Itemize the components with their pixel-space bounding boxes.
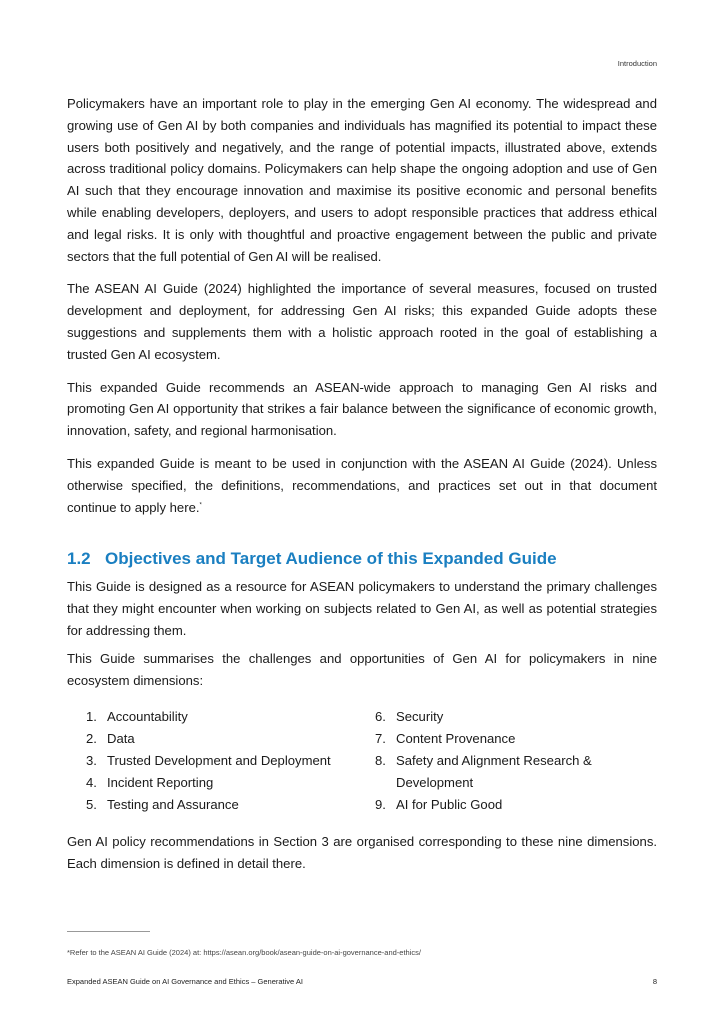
list-number: 5. [86, 796, 97, 812]
paragraph: Gen AI policy recommendations in Section 3 are organised corresponding to these nine dimensions. Each dimension is defined in detail there. [67, 834, 657, 872]
list-number: 8. [375, 752, 386, 768]
section-heading [67, 547, 657, 571]
paragraph: The ASEAN AI Guide (2024) highlighted the importance of several measures, focused on trusted development and deployment, for addressing Gen AI risks; this expanded Guide adopts these suggestions and supplements them with a holistic approach rooted in the goal of establishing a trusted Gen AI ecosystem. [67, 281, 657, 362]
list-label: Testing and Assurance [107, 796, 239, 812]
list-number: 2. [86, 731, 97, 747]
paragraph: This Guide summarises the challenges and opportunities of Gen AI for policymakers in nine ecosystem dimensions: [67, 650, 657, 688]
list-number: 4. [86, 774, 97, 790]
footnote: *Refer to the ASEAN AI Guide (2024) at: https://asean.org/book/asean-guide-on-ai-governance-and-ethics/ [67, 948, 421, 957]
paragraph [67, 453, 657, 518]
running-head: Introduction [617, 59, 657, 68]
list-item [86, 794, 375, 816]
list-number: 9. [375, 796, 386, 812]
list-number: 3. [86, 752, 97, 768]
dimensions-list-right [375, 706, 645, 815]
list-label: Data [107, 731, 135, 747]
list-item [375, 706, 645, 728]
page-number: 8 [652, 977, 657, 986]
list-item [375, 728, 645, 750]
paragraph-text: This expanded Guide is meant to be used in conjunction with the ASEAN AI Guide (2024). Unless otherwise specified, the definitions, recommendations, and practices set out in that document continue to apply here. [67, 455, 657, 515]
list-label: AI for Public Good [396, 796, 503, 812]
footnote-marker: * [199, 502, 202, 509]
list-item [375, 750, 645, 794]
section-title: Objectives and Target Audience of this Expanded Guide [105, 549, 557, 569]
list-label: Incident Reporting [107, 774, 214, 790]
list-item [86, 706, 375, 728]
list-label: Accountability [107, 709, 188, 725]
list-number: 6. [375, 709, 386, 725]
list-number: 1. [86, 709, 97, 725]
paragraph: This Guide is designed as a resource for ASEAN policymakers to understand the primary challenges that they might encounter when working on subjects related to Gen AI, as well as potential strategies for addressing them. [67, 579, 657, 638]
footnote-divider [67, 931, 150, 932]
list-label: Trusted Development and Deployment [107, 752, 331, 768]
list-item [86, 728, 375, 750]
list-label: Content Provenance [396, 731, 516, 747]
dimensions-list-left [67, 706, 375, 815]
list-item [86, 750, 375, 772]
list-number: 7. [375, 731, 386, 747]
footer-title: Expanded ASEAN Guide on AI Governance and Ethics – Generative AI [67, 977, 303, 986]
list-item [86, 772, 375, 794]
paragraph: This expanded Guide recommends an ASEAN-wide approach to managing Gen AI risks and promoting Gen AI opportunity that strikes a fair balance between the significance of economic growth, innovation, safety, and regional harmonisation. [67, 379, 657, 439]
list-label: Safety and Alignment Research & Development [396, 752, 592, 790]
main-content [67, 93, 657, 886]
section-number: 1.2 [67, 549, 91, 569]
paragraph: Policymakers have an important role to play in the emerging Gen AI economy. The widespread and growing use of Gen AI by both companies and individuals has magnified its potential to impact these users both positively and negatively, and the range of potential impacts, illustrated above, extends across traditional policy domains. Policymakers can help shape the ongoing adoption and use of Gen AI such that they encourage innovation and maximise its positive economic and personal benefits while enabling developers, deployers, and users to adopt responsible practices that address ethical and legal risks. It is only with thoughtful and proactive engagement between the public and private sectors that the full potential of Gen AI will be realised. [67, 96, 657, 264]
list-label: Security [396, 709, 444, 725]
dimensions-list [67, 706, 657, 815]
list-item [375, 794, 645, 816]
